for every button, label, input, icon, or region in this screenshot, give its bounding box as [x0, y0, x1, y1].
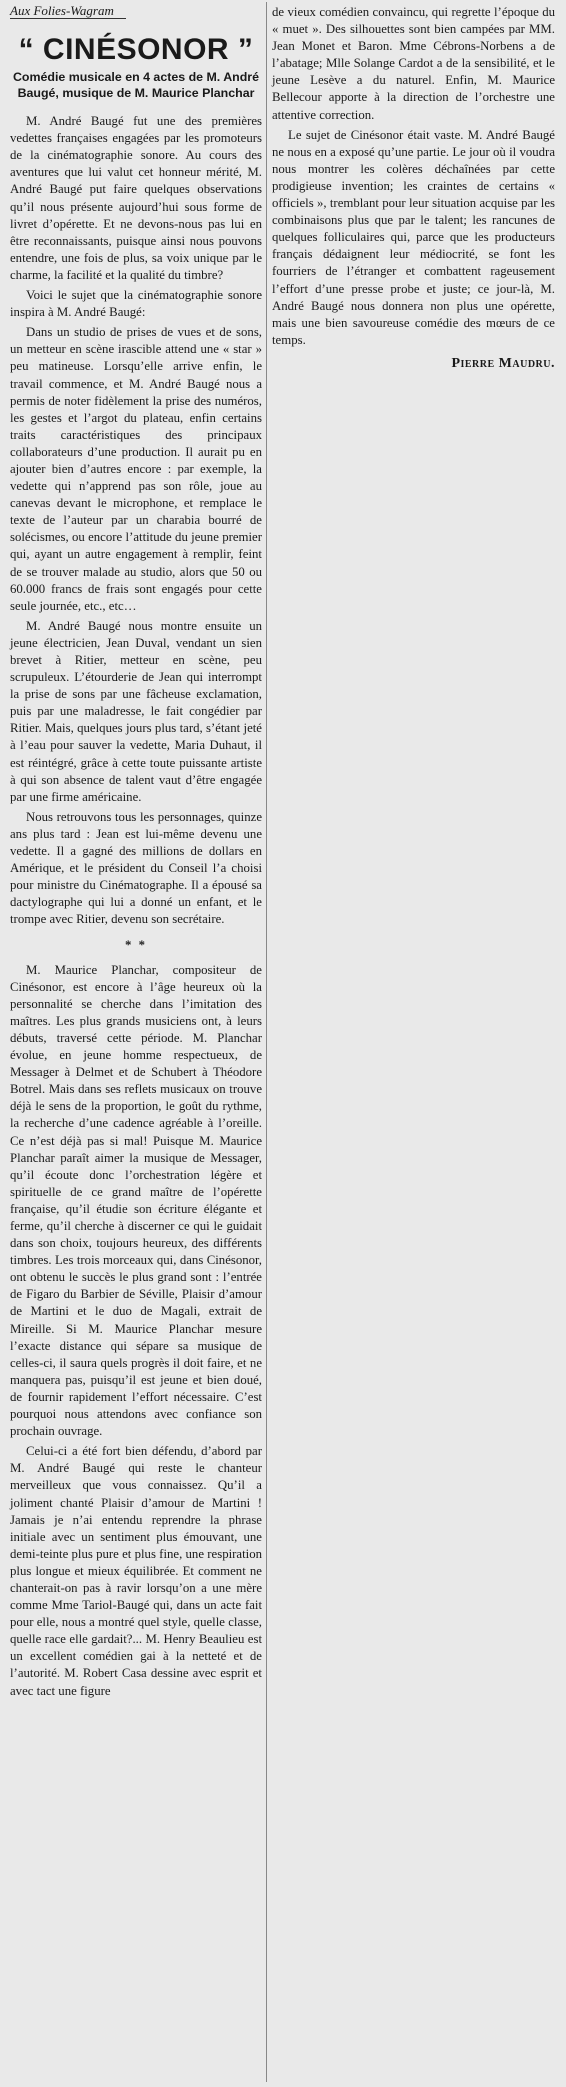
paragraph: de vieux comédien convaincu, qui regrette l’époque du « muet ». Des silhouettes sont bien campées par MM. Jean Monet et Baron. Mme Cébrons-Norbens a de l’abatage; Mlle Solange Cardot a de la sensibilité, et le jeune Lesève a du naturel. Enfin, M. Maurice Bellecour apporte à la direction de l’orchestre une attentive correction. — [272, 5, 555, 122]
section-separator: * * — [125, 937, 147, 952]
paragraph: Dans un studio de prises de vues et de sons, un metteur en scène irascible attend une « star » peu matineuse. Lorsqu’elle arrive enfin, le travail commence, et M. André Baugé nous a permis de noter fidèlement la prise des numéros, les gestes et l’argot du plateau, enfin certains traits caractéristiques des principaux collaborateurs d’une production. Il aurait pu en ajouter bien d’autres encore : par exemple, la vedette qui n’apprend pas son rôle, joue au canevas devant le microphone, et remplace le texte de l’auteur par un charabia bourré de solécismes, ou encore l’attitude du jeune premier qui, ayant un autre engagement à remplir, feint de se trouver malade au studio, alors que 50 ou 60.000 francs de frais sont engagés pour cette seule journée, etc., etc… — [10, 325, 262, 613]
rubric: Aux Folies-Wagram — [10, 3, 114, 18]
paragraph: Nous retrouvons tous les personnages, quinze ans plus tard : Jean est lui-même devenu une vedette. Il a gagné des millions de dollars en Amérique, et le président du Conseil l’a choisi pour ministre du Cinématographe. Il a épousé sa dactylographe qui lui a donné un enfant, et le trompe avec Ritier, devenu son secrétaire. — [10, 809, 262, 927]
article-title: “ CINÉSONOR ” — [18, 33, 254, 67]
paragraph: M. Maurice Planchar, compositeur de Cinésonor, est encore à l’âge heureux où la personnalité se cherche dans l’imitation des maîtres. Les plus grands musiciens ont, à leurs débuts, traversé cette période. M. Planchar évolue, en jeune homme respectueux, de Messager à Delmet et de Schubert à Théodore Botrel. Mais dans ses reflets musicaux on trouve déjà le sens de la proportion, le goût du rythme, la recherche d’une cadence agréable à l’oreille. Ce n’est déjà pas si mal! Puisque M. Maurice Planchar paraît aimer la musique de Messager, qu’il écoute donc l’orchestration légère et spirituelle de ce grand maître de l’opérette française, qu’il étudie son écriture élégante et ferme, qu’il cherche à discerner ce qui le guidait dans son choix, toujours heureux, des différents timbres. Les trois morceaux qui, dans Cinésonor, ont obtenu le succès le plus grand sont : l’entrée de Figaro du Barbier de Séville, Plaisir d’amour de Martini et le duo de Magali, extrait de Mireille. Si M. Maurice Planchar mesure l’exacte distance qui sépare sa musique de celles-ci, il saura quels progrès il doit faire, et ne manquera pas, puisqu’il est jeune et bien doué, de fournir rapidement l’effort nécessaire. C’est pourquoi nous attendons avec confiance son prochain ouvrage. — [10, 962, 262, 1439]
left-column — [10, 2, 262, 1703]
paragraph: M. André Baugé nous montre ensuite un jeune électricien, Jean Duval, vendant un sien brevet à Ritier, metteur en scène, peu scrupuleux. L’étourderie de Jean qui interrompt la prise de sons par une fâcheuse exclamation, puis par une maladresse, le fait congédier par Ritier. Mais, quelques jours plus tard, s’étant jeté à l’eau pour sauver la vedette, Maria Duhaut, il est réintégré, grâce à cette toute puissante artiste à qui son absence de talent vaut d’être engagée par une firme américaine. — [10, 618, 262, 804]
paragraph: M. André Baugé fut une des premières vedettes françaises engagées par les promoteurs de la cinématographie sonore. Au cours des aventures que lui valut cet honneur mérité, M. André Baugé put faire quelques observations qu’il nous présente aujourd’hui sous forme de livret d’opérette. Et ne devons-nous pas lui en être reconnaissants, puisque ainsi nous pouvons entendre, une fois de plus, sa voix unique par le charme, la facilité et la qualité du timbre? — [10, 114, 262, 282]
article-subtitle: Comédie musicale en 4 actes de M. André Baugé, musique de M. Maurice Planchar — [12, 70, 260, 100]
paragraph: Celui-ci a été fort bien défendu, d’abord par M. André Baugé qui reste le chanteur merveilleux que vous connaissez. Qu’il a joliment chanté Plaisir d’amour de Martini ! Jamais je n’ai entendu reprendre la phrase initiale avec un sentiment plus émouvant, une demi-teinte plus pure et plus fine, une respiration plus longue et mieux équilibrée. Et comment ne chanterait-on pas à ravir lorsqu’on a une mère comme Mme Tariol-Baugé qui, dans un acte fait pour elle, nous a montré quel style, quelle classe, quelle race elle gardait?... M. Henry Beaulieu est un excellent comédien gai à la netteté et de l’autorité. M. Robert Casa dessine avec esprit et avec tact une figure — [10, 1444, 262, 1698]
column-divider — [266, 2, 267, 2082]
right-column — [272, 4, 555, 372]
rubric-underline — [10, 18, 126, 19]
author-signature: Pierre Maudru. — [451, 355, 555, 371]
paragraph: Voici le sujet que la cinématographie sonore inspira à M. André Baugé: — [10, 288, 262, 320]
paragraph: Le sujet de Cinésonor était vaste. M. André Baugé ne nous en a exposé qu’une partie. Le jour où il voudra nous montrer les colères déchaînées par cette prodigieuse invention; les craintes de certains « officiels », tremblant pour leur situation acquise par les combinaisons plus que par le talent; les rancunes de quelques folliculaires qui, parce que les producteurs français dédaignent leur médiocrité, se font les fourriers de l’étranger et combattent rageusement l’effort d’une presse probe et juste; ce jour-là, M. André Baugé nous donnera non plus une opérette, mais une bien savoureuse comédie des mœurs de ce temps. — [272, 127, 555, 347]
